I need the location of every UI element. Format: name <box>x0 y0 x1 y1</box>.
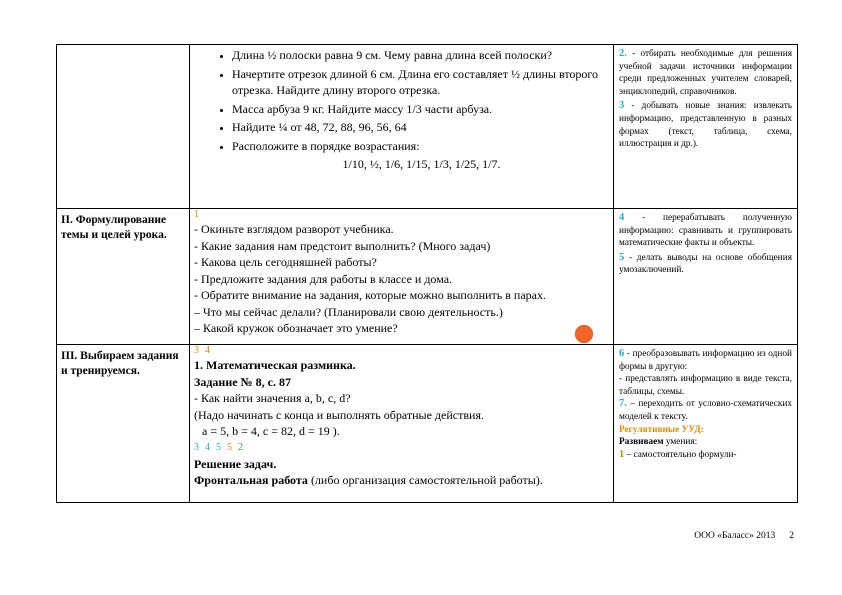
skill-number: 6 <box>619 348 625 359</box>
activity-cell <box>190 345 614 503</box>
footer-company: ООО «Баласс» 2013 <box>694 531 776 541</box>
skill-text: – переходить от условно-схематических моделей к тексту. <box>619 399 792 422</box>
stage-title: II. Формулирование темы и целей урока. <box>61 214 167 241</box>
activity-cell <box>190 209 614 345</box>
work-mode-line <box>194 472 609 489</box>
task-list <box>194 47 609 154</box>
list-item: • Масса арбуза 9 кг. Найдите массу 1/3 части арбуза. <box>232 101 609 118</box>
stage-cell <box>57 209 190 345</box>
section-heading: 1. Математическая разминка. <box>194 358 356 372</box>
dialog-line: - Предложите задания для работы в классе и дома. <box>194 271 453 286</box>
table-row <box>57 45 798 209</box>
develop-line: Развиваем умения: <box>619 437 698 448</box>
activity-cell <box>190 45 614 209</box>
work-mode-bold: Фронтальная работа <box>194 473 308 487</box>
skill-item <box>619 373 792 398</box>
skill-text: – самостоятельно формули- <box>624 449 737 460</box>
skill-item <box>619 449 792 462</box>
table-row <box>57 345 798 503</box>
skill-text: - добывать новые знания: извлекать информацию, представленную в разных формах (текст, таблица, схема, иллюстрация и др.). <box>619 101 792 150</box>
dialog-line: - Какие задания нам предстоит выполнить? (Много задач) <box>194 238 491 253</box>
skill-item <box>619 398 792 423</box>
dialog-line: - Обратите внимание на задания, которые можно выполнить в парах. <box>194 288 546 302</box>
skill-text: - представлять информацию в виде текста, таблицы, схемы. <box>619 374 792 397</box>
skill-text: - перерабатывать полученную информацию: сравнивать и группировать математические факты и объекты. <box>619 213 792 249</box>
stage-cell-empty <box>57 45 190 209</box>
regulatory-heading: Регулятивные УУД: <box>619 424 704 435</box>
skills-cell <box>614 45 798 209</box>
skill-text: - отбирать необходимые для решения учебной задачи источники информации среди предложенных учителем словарей, энциклопедий, справочников. <box>619 49 792 97</box>
skill-number: 2. <box>619 48 627 59</box>
circle-number-tag: 5 <box>227 441 232 453</box>
circle-number-tag: 3 <box>194 441 199 453</box>
table-row <box>57 209 798 345</box>
orange-circle-icon <box>575 325 593 343</box>
circle-number-tag: 5 <box>216 441 221 453</box>
skill-number: 1 <box>619 448 625 460</box>
page-footer <box>600 531 794 541</box>
skill-number: 4 <box>619 212 625 223</box>
skill-item <box>619 348 792 373</box>
skill-number: 5 <box>619 251 625 263</box>
circle-number-tag: 1 <box>194 209 199 220</box>
skill-item <box>619 212 792 250</box>
skill-item <box>619 100 792 150</box>
skill-text: - преобразовывать информацию из одной формы в другую: <box>619 349 792 372</box>
dialog-line: - Окиньте взглядом разворот учебника. <box>194 222 394 236</box>
dialog-line: – Что мы сейчас делали? (Планировали свою деятельность.) <box>194 304 503 319</box>
circle-number-tag: 4 <box>205 441 210 453</box>
skill-item <box>619 48 792 98</box>
dialog-line: - Какова цель сегодняшней работы? <box>194 255 377 269</box>
answer-values: a = 5, b = 4, c = 82, d = 19 ). <box>202 424 340 438</box>
skills-cell <box>614 345 798 503</box>
fractions-line: 1/10, ½, 1/6, 1/15, 1/3, 1/25, 1/7. <box>342 157 501 171</box>
circle-number-tag: 2 <box>238 441 243 453</box>
dialog-line: - Как найти значения a, b, c, d? <box>194 391 351 405</box>
stage-cell <box>57 345 190 503</box>
work-mode-text: (либо организация самостоятельной работы). <box>307 473 543 487</box>
page-number: 2 <box>789 531 794 541</box>
list-item: • Расположите в порядке возрастания: <box>232 138 609 155</box>
skill-number: 7. <box>619 398 627 410</box>
lesson-plan-table <box>56 44 798 503</box>
skill-number: 3 <box>619 100 625 112</box>
task-reference: Задание № 8, с. 87 <box>194 374 291 389</box>
list-item: • Длина ½ полоски равна 9 см. Чему равна длина всей полоски? <box>232 47 609 64</box>
circle-number-tag: 3 <box>194 345 199 356</box>
skill-text: - делать выводы на основе обобщения умозаключений. <box>619 252 792 276</box>
skill-item <box>619 252 792 277</box>
list-item: • Начертите отрезок длиной 6 см. Длина его составляет ½ длины второго отрезка. Найдите длину второго отрезка. <box>232 66 609 99</box>
stage-title: III. Выбираем задания и тренируемся. <box>61 350 179 377</box>
list-item: • Найдите ¼ от 48, 72, 88, 96, 56, 64 <box>232 119 609 136</box>
dialog-line: (Надо начинать с конца и выполнять обратные действия. <box>194 407 484 422</box>
section-heading: Решение задач. <box>194 456 277 471</box>
circle-number-tag: 4 <box>205 345 210 356</box>
dialog-line: – Какой кружок обозначает это умение? <box>194 321 398 335</box>
skills-cell <box>614 209 798 345</box>
